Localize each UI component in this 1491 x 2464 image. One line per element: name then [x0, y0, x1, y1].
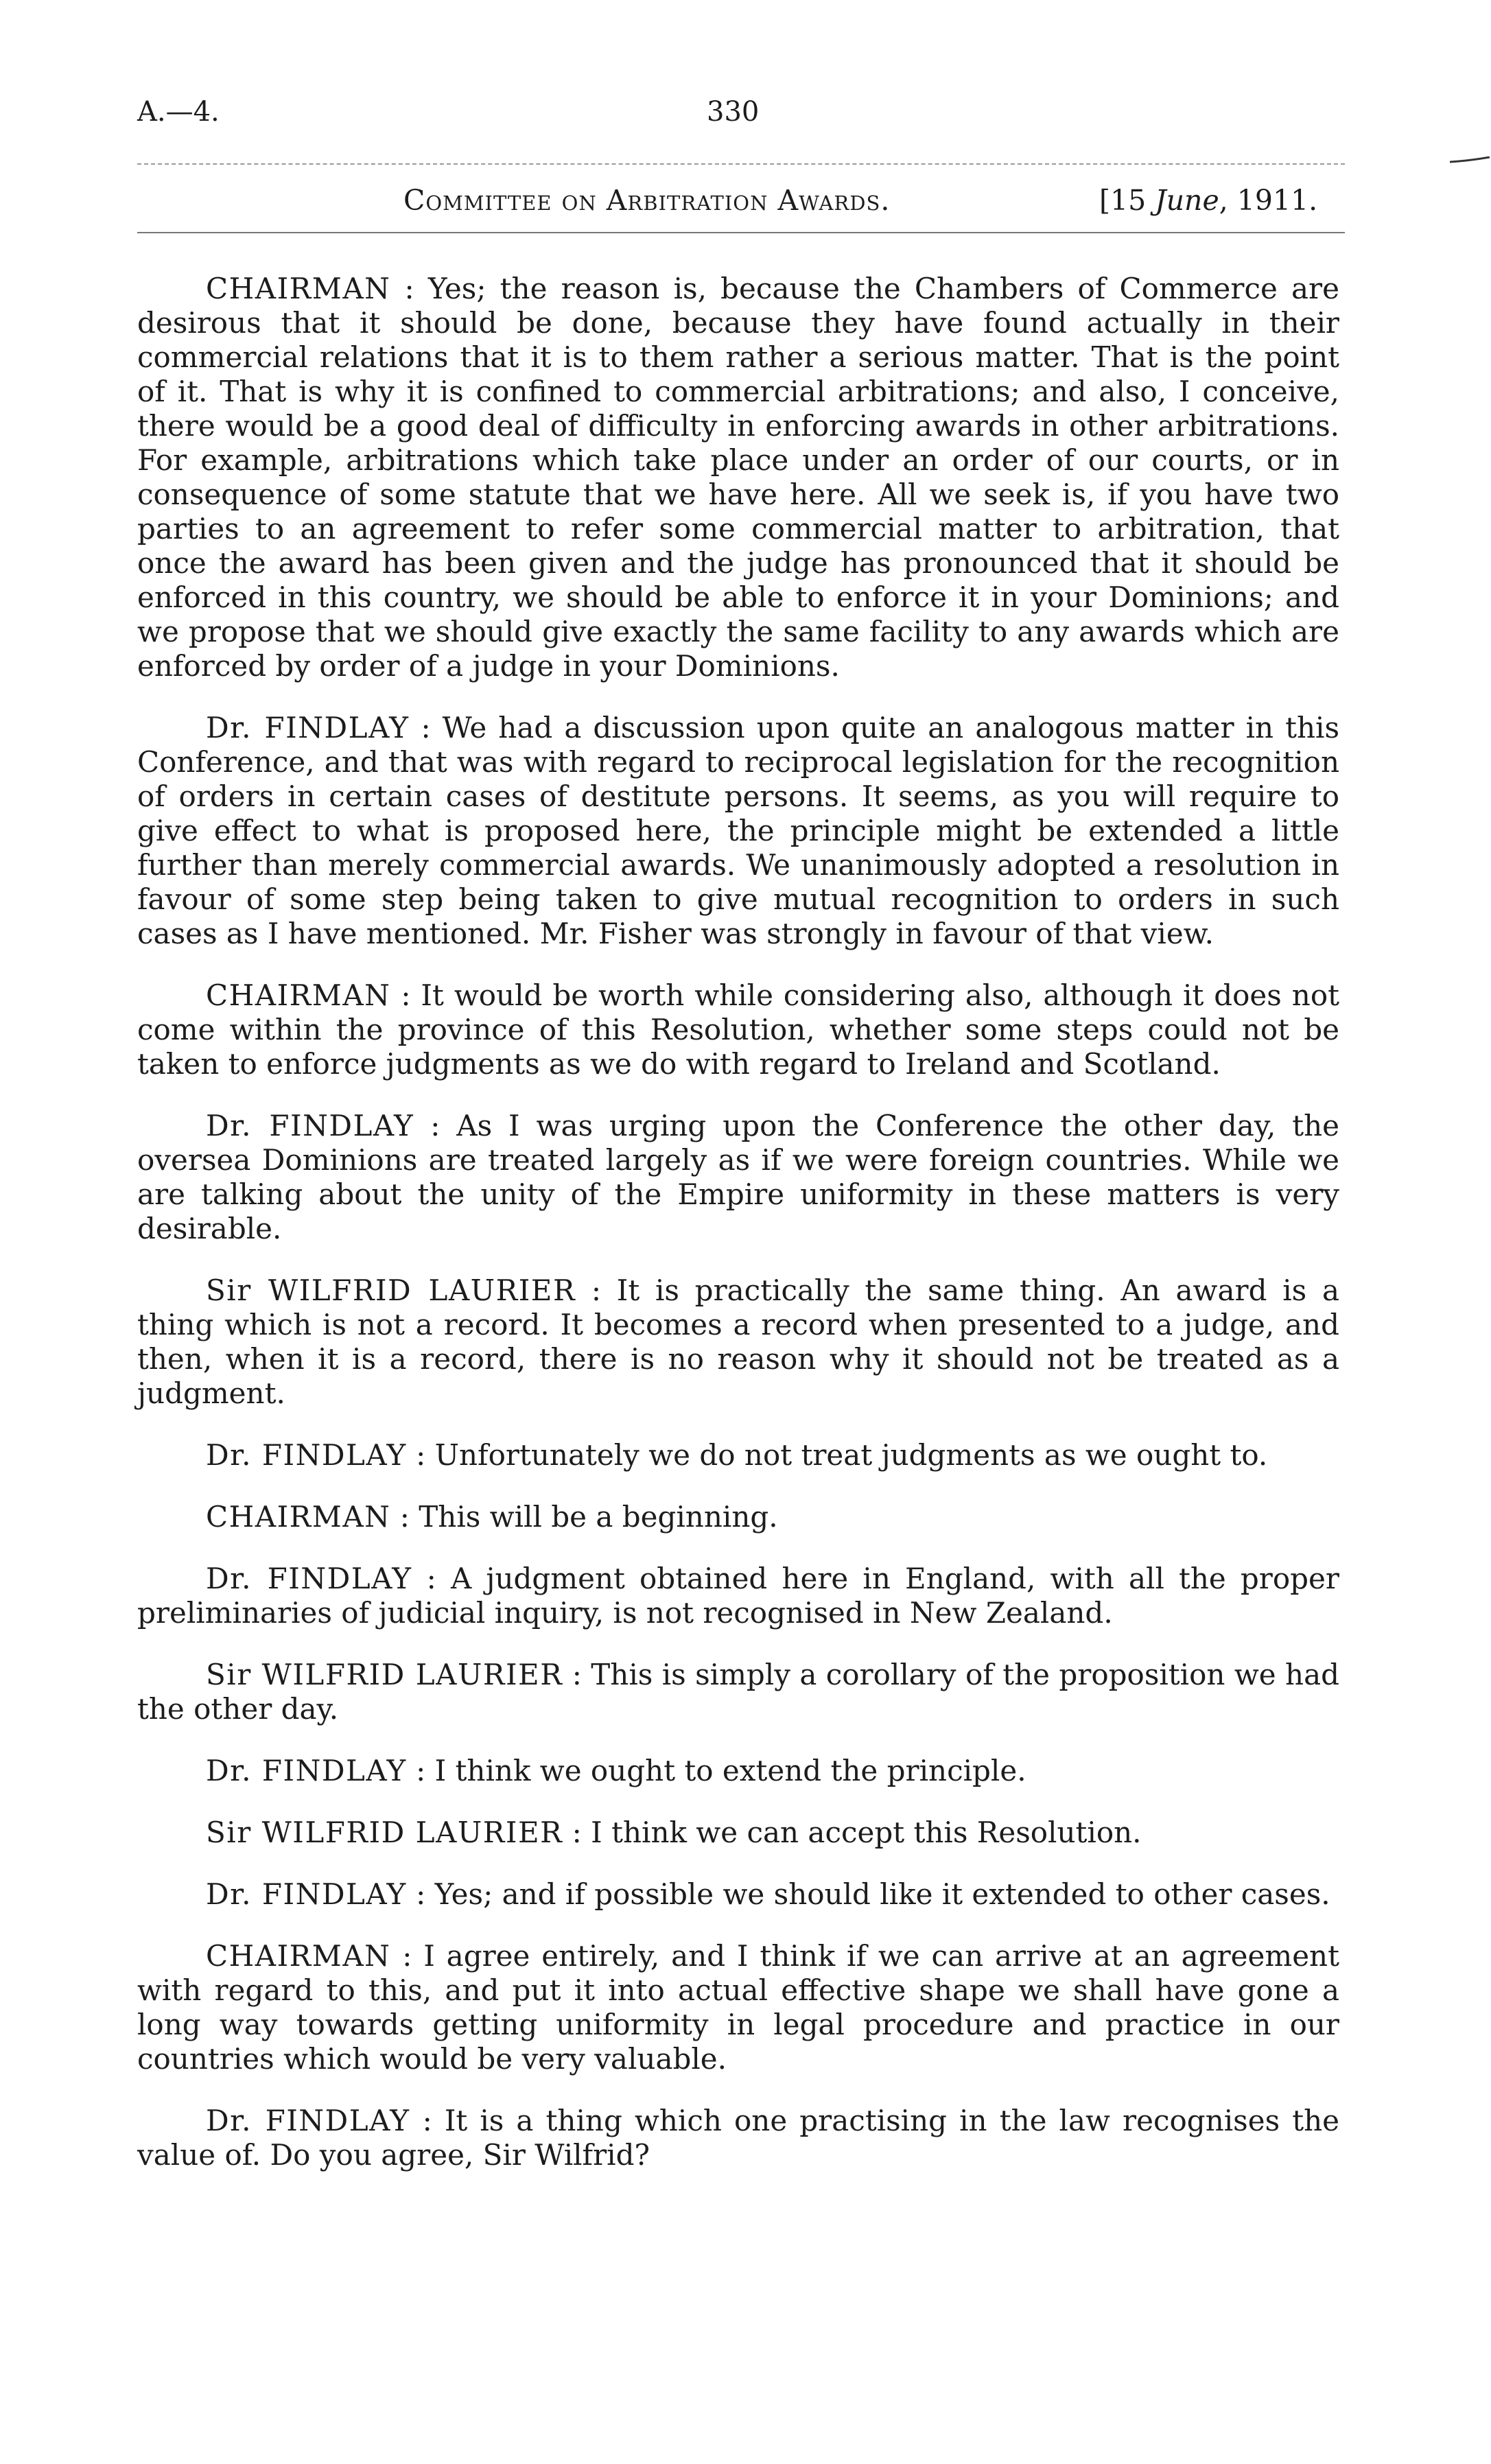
speaker-name: Dr. FINDLAY: [206, 2104, 410, 2137]
speech-paragraph: CHAIRMAN : Yes; the reason is, because the Chambers of Commerce are desirous that it should be done, because they have found actually in their commercial relations that it is to them rather a serious matter. That is the point of it. That is why it is confined to commercial arbitrations; and also, I conceive, there would be a good deal of difficulty in enforcing awards in other arbitrations. For example, arbitrations which take place under an order of our courts, or in consequence of some statute that we have here. All we seek is, if you have two parties to an agreement to refer some commercial matter to arbitration, that once the award has been given and the judge has pronounced that it should be enforced in this country, we should be able to enforce it in your Dominions; and we propose that we should give exactly the same facility to any awards which are enforced by order of a judge in your Dominions.: [137, 272, 1339, 683]
header-divider-top: [137, 163, 1345, 165]
speaker-name: Dr. FINDLAY: [206, 1109, 414, 1142]
speaker-name: CHAIRMAN: [206, 978, 391, 1012]
speech-paragraph: Dr. FINDLAY : Unfortunately we do not treat judgments as we ought to.: [206, 1438, 1268, 1472]
speech-paragraph: Sir WILFRID LAURIER : This is simply a corollary of the proposition we had the other day.: [137, 1658, 1340, 1726]
speech-paragraph: Sir WILFRID LAURIER : I think we can accept this Resolution.: [206, 1816, 1142, 1849]
speech-text: Unfortunately we do not treat judgments as we ought to.: [434, 1438, 1268, 1472]
speaker-name: Dr. FINDLAY: [206, 711, 410, 744]
speech-paragraph: Dr. FINDLAY : A judgment obtained here in England, with all the proper preliminaries of judicial inquiry, is not recognised in New Zealand.: [137, 1562, 1339, 1630]
speech-paragraph: CHAIRMAN : This will be a beginning.: [206, 1500, 778, 1534]
speech-paragraph: Dr. FINDLAY : Yes; and if possible we should like it extended to other cases.: [206, 1877, 1330, 1911]
speech-text: Yes; the reason is, because the Chambers of Commerce are desirous that it should be done, because they have found actually in their commercial relations that it is to them rather a serious matter. That is the point of it. That is why it is confined to commercial arbitrations; and also, I conceive, there would be a good deal of difficulty in enforcing awards in other arbitrations. For example, arbitrations which take place under an order of our courts, or in consequence of some statute that we have here. All we seek is, if you have two parties to an agreement to refer some commercial matter to arbitration, that once the award has been given and the judge has pronounced that it should be enforced in this country, we should be able to enforce it in your Dominions; and we propose that we should give exactly the same facility to any awards which are enforced by order of a judge in your Dominions.: [137, 272, 1339, 683]
document-reference: A.—4.: [137, 96, 220, 128]
speech-paragraph: Dr. FINDLAY : It is a thing which one practising in the law recognises the value of. Do you agree, Sir Wilfrid?: [137, 2104, 1339, 2172]
speech-paragraph: Dr. FINDLAY : I think we ought to extend the principle.: [206, 1754, 1026, 1787]
speaker-name: Dr. FINDLAY: [206, 1438, 407, 1472]
margin-pen-mark: [1450, 156, 1491, 163]
speaker-name: CHAIRMAN: [206, 1500, 391, 1534]
speaker-name: CHAIRMAN: [206, 1939, 391, 1973]
speaker-name: Sir WILFRID LAURIER: [206, 1274, 576, 1307]
speech-text: As I was urging upon the Conference the other day, the oversea Dominions are treated largely as if we were foreign countries. While we are talking about the unity of the Empire uniformity in these matters is very desirable.: [137, 1109, 1339, 1245]
transcript-body: [137, 272, 1339, 2200]
committee-title: Committee on Arbitration Awards.: [403, 184, 891, 217]
speech-text: This will be a beginning.: [419, 1500, 778, 1534]
speech-paragraph: Sir WILFRID LAURIER : It is practically the same thing. An award is a thing which is not a record. It becomes a record when presented to a judge, and then, when it is a record, there is no reason why it should not be treated as a judgment.: [137, 1274, 1340, 1410]
speaker-name: Sir WILFRID LAURIER: [206, 1816, 563, 1849]
speech-text: I think we can accept this Resolution.: [591, 1816, 1142, 1849]
speech-text: It is a thing which one practising in the law recognises the value of. Do you agree, Sir Wilfrid?: [137, 2104, 1339, 2172]
speech-text: Yes; and if possible we should like it extended to other cases.: [434, 1877, 1330, 1911]
speech-text: A judgment obtained here in England, with all the proper preliminaries of judicial inquiry, is not recognised in New Zealand.: [137, 1562, 1339, 1630]
speech-text: This is simply a corollary of the proposition we had the other day.: [137, 1658, 1340, 1726]
speech-text: It would be worth while considering also, although it does not come within the province of this Resolution, whether some steps could not be taken to enforce judgments as we do with regard to Ireland and Scotland.: [137, 978, 1339, 1081]
header-divider-bottom: [137, 232, 1345, 233]
speech-text: It is practically the same thing. An award is a thing which is not a record. It becomes a record when presented to a judge, and then, when it is a record, there is no reason why it should not be treated as a judgment.: [137, 1274, 1340, 1410]
speaker-name: Dr. FINDLAY: [206, 1562, 412, 1595]
speaker-name: Dr. FINDLAY: [206, 1754, 407, 1787]
session-date: [15 June, 1911.: [1099, 184, 1318, 217]
speaker-name: Sir WILFRID LAURIER: [206, 1658, 563, 1691]
speech-paragraph: CHAIRMAN : It would be worth while considering also, although it does not come within the province of this Resolution, whether some steps could not be taken to enforce judgments as we do with regard to Ireland and Scotland.: [137, 978, 1339, 1081]
speaker-name: Dr. FINDLAY: [206, 1877, 407, 1911]
speech-text: We had a discussion upon quite an analogous matter in this Conference, and that was with regard to reciprocal legislation for the recognition of orders in certain cases of destitute persons. It seems, as you will require to give effect to what is proposed here, the principle might be extended a little further than merely commercial awards. We unanimously adopted a resolution in favour of some step being taken to give mutual recognition to orders in such cases as I have mentioned. Mr. Fisher was strongly in favour of that view.: [137, 711, 1340, 950]
speech-paragraph: Dr. FINDLAY : We had a discussion upon quite an analogous matter in this Conference, and that was with regard to reciprocal legislation for the recognition of orders in certain cases of destitute persons. It seems, as you will require to give effect to what is proposed here, the principle might be extended a little further than merely commercial awards. We unanimously adopted a resolution in favour of some step being taken to give mutual recognition to orders in such cases as I have mentioned. Mr. Fisher was strongly in favour of that view.: [137, 711, 1340, 950]
speech-text: I think we ought to extend the principle.: [434, 1754, 1026, 1787]
speaker-name: CHAIRMAN: [206, 272, 391, 305]
page-number: 330: [707, 96, 760, 128]
speech-paragraph: Dr. FINDLAY : As I was urging upon the Conference the other day, the oversea Dominions are treated largely as if we were foreign countries. While we are talking about the unity of the Empire uniformity in these matters is very desirable.: [137, 1109, 1339, 1245]
speech-text: I agree entirely, and I think if we can arrive at an agreement with regard to this, and put it into actual effective shape we shall have gone a long way towards getting uniformity in legal procedure and practice in our countries which would be very valuable.: [137, 1939, 1339, 2076]
speech-paragraph: CHAIRMAN : I agree entirely, and I think if we can arrive at an agreement with regard to this, and put it into actual effective shape we shall have gone a long way towards getting uniformity in legal procedure and practice in our countries which would be very valuable.: [137, 1939, 1339, 2076]
